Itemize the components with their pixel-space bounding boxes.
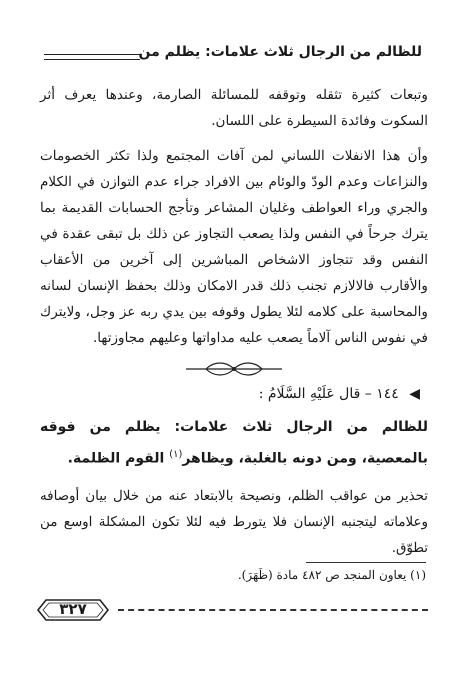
footnote-marker: (١) — [410, 568, 426, 582]
footnote-text: يعاون المنجد ص ٤٨٢ مادة (ظَهَرَ). — [237, 568, 407, 582]
triangle-marker-icon: ◀ — [409, 386, 420, 402]
running-header — [44, 44, 422, 74]
footnote-rule — [306, 562, 426, 563]
page-number: ٣٢٧ — [59, 600, 87, 618]
running-title: للظالم من الرجال ثلاث علامات: يظلم من — [138, 44, 422, 60]
paragraph-continuation: وتبعات كثيرة تثقله وتوقفه للمسائلة الصارمة، وعندها يعرف أثر السكوت وفائدة السيطرة على اللسان. — [40, 87, 428, 129]
hadith-number: ١٤٤ – قال — [339, 386, 399, 402]
hadith-heading — [259, 386, 420, 402]
commentary-paragraph: تحذير من عواقب الظلم، ونصيحة بالابتعاد عنه من خلال بيان أوصافه وعلاماته ليتجنبه الإنسان فلا يتورط فيه لئلا تكون المشكلة اوسع من تطوّق. — [40, 489, 428, 556]
hadith-text-end: القوم الظلمة. — [67, 450, 165, 467]
header-rule-bottom — [44, 59, 140, 60]
section-ornament — [184, 360, 284, 378]
hadith-text-main: للظالم من الرجال ثلاث علامات: يظلم من فوقه بالمعصية، ومن دونه بالغلبة، ويظاهر — [40, 419, 428, 467]
honorific: عَلَيْهِ السَّلَامُ — [267, 386, 335, 402]
footer-dashed-rule — [118, 609, 428, 611]
footnote-ref: (١) — [169, 449, 183, 460]
page-footer — [36, 596, 428, 626]
heading-colon: : — [258, 386, 264, 402]
footnote — [238, 568, 426, 582]
paragraph-main: وأن هذا الانفلات اللساني لمن آفات المجتمع ولذا تكثر الخصومات والنزاعات وعدم الودّ والوئام بين الافراد جراء عدم التوازن في الكلام والجري وراء العواطف وغليان المشاعر وتأجج الحسابات القديمة بما يترك جرحاً في النفس ولذا يصعب التجاوز عن ذلك بل تبقى عقدة في النفس وقد تتجاوز الاشخاص المباشرين إلى آخرين من الأعقاب والأقارب فالالازم تجنب ذلك قدر الامكان وذلك بحفظ الإنسان لسانه والمحاسبة على كلامه لئلا يطول وقوفه بين يدي ربه عز وجل، ولايترك في نفوس الناس آلاماً يصعب عليه مداواتها وعليهم مجاوزتها. — [40, 148, 428, 346]
hadith-text — [40, 414, 428, 473]
header-rule-top — [44, 54, 140, 55]
